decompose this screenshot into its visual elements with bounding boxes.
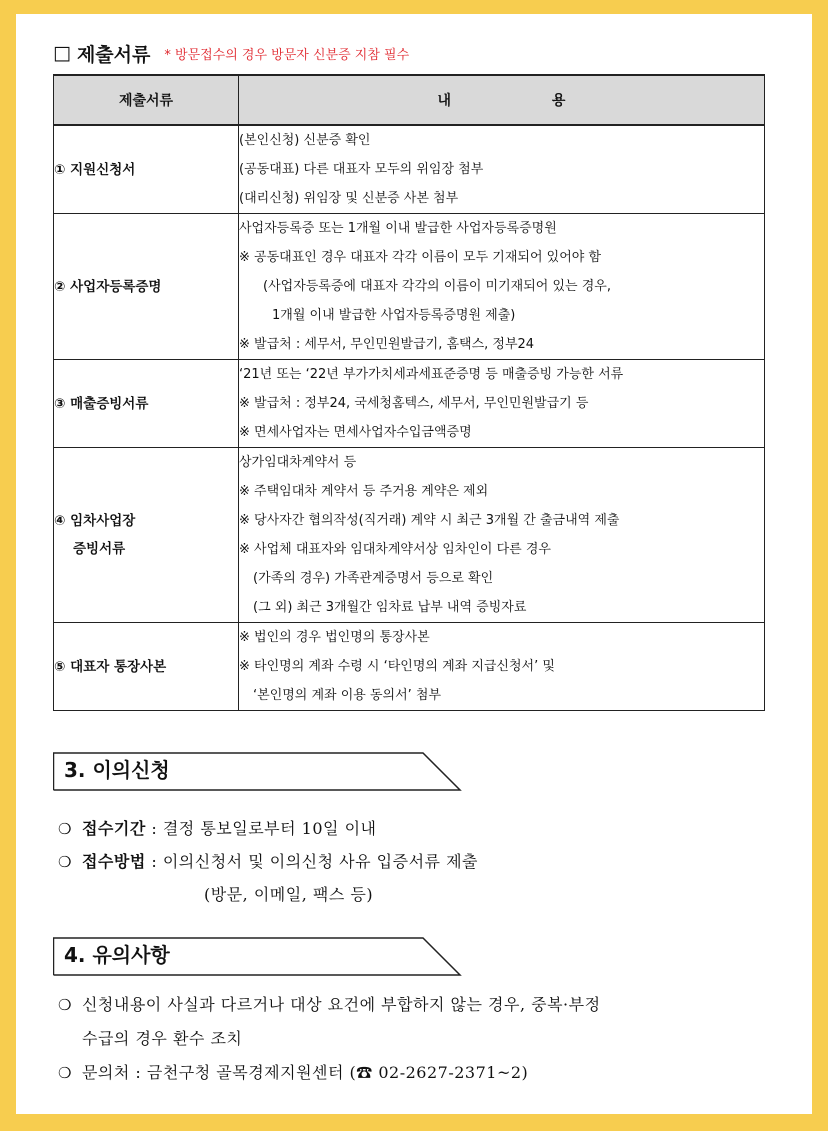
objection-method-text: : 이의신청서 및 이의신청 사유 입증서류 제출 [145, 852, 478, 871]
document-content-cell [239, 448, 765, 623]
document-name: ③ 매출증빙서류 [54, 395, 149, 412]
document-name-cell [54, 214, 239, 360]
content-line: ※ 법인의 경우 법인명의 통장사본 [239, 630, 430, 645]
column-header-content [239, 75, 765, 125]
objection-method-label: 접수방법 [81, 852, 146, 871]
content-line: ‘21년 또는 ‘22년 부가가치세과세표준증명 등 매출증빙 가능한 서류 [239, 367, 624, 382]
objection-period-label: 접수기간 [81, 819, 146, 838]
circle-bullet-icon: ❍ [58, 820, 72, 838]
circle-bullet-icon: ❍ [58, 853, 72, 871]
notice-item-1-text: 신청내용이 사실과 다르거나 대상 요건에 부합하지 않는 경우, 중복·부정 [81, 995, 601, 1014]
document-name: ④ 임차사업장 [54, 513, 136, 529]
content-line: (가족의 경우) 가족관계증명서 등으로 확인 [253, 571, 494, 586]
notice-item-2 [58, 1060, 528, 1083]
content-line: (본인신청) 신분증 확인 [239, 133, 371, 148]
document-content-cell [239, 623, 765, 711]
content-line: ‘본인명의 계좌 이용 동의서’ 첨부 [253, 688, 442, 703]
table-header-row [54, 75, 765, 125]
notice-item-1-continuation: 수급의 경우 환수 조치 [82, 1029, 243, 1048]
objection-period-text: : 결정 통보일로부터 10일 이내 [145, 819, 377, 838]
content-line: (그 외) 최근 3개월간 임차료 납부 내역 증빙자료 [253, 600, 527, 615]
required-note: * 방문접수의 경우 방문자 신분증 지참 필수 [164, 47, 410, 63]
objection-period-item [58, 816, 376, 839]
content-line: 상가임대차계약서 등 [239, 455, 357, 470]
objection-method-continuation: (방문, 이메일, 팩스 등) [204, 885, 374, 904]
document-content-cell [239, 125, 765, 214]
document-name: 증빙서류 [73, 541, 126, 557]
content-line: 1개월 이내 발급한 사업자등록증명원 제출) [272, 308, 516, 323]
document-name: ② 사업자등록증명 [54, 278, 162, 295]
column-header-documents: 제출서류 [54, 75, 239, 125]
document-name-cell [54, 448, 239, 623]
document-page [16, 14, 812, 1114]
document-name-cell [54, 360, 239, 448]
notice-item-1 [58, 992, 601, 1015]
table-row [54, 214, 765, 360]
content-line: ※ 사업체 대표자와 임대차계약서상 임차인이 다른 경우 [239, 542, 551, 557]
column-header-content-label: 내 용 [437, 93, 614, 109]
content-line: ※ 공동대표인 경우 대표자 각각 이름이 모두 기재되어 있어야 함 [239, 250, 602, 265]
content-line: (사업자등록증에 대표자 각각의 이름이 미기재되어 있는 경우, [263, 279, 611, 294]
objection-method-item [58, 849, 478, 872]
circle-bullet-icon: ❍ [58, 996, 72, 1014]
content-line: ※ 주택임대차 계약서 등 주거용 계약은 제외 [239, 484, 489, 499]
notice-item-2-text: 문의처 : 금천구청 골목경제지원센터 (☎ 02-2627-2371~2) [81, 1063, 529, 1082]
content-line: ※ 면세사업자는 면세사업자수입금액증명 [239, 425, 472, 440]
document-name-cell [54, 623, 239, 711]
content-line: ※ 타인명의 계좌 수령 시 ‘타인명의 계좌 지급신청서’ 및 [239, 659, 555, 674]
circle-bullet-icon: ❍ [58, 1064, 72, 1082]
section-title: 제출서류 [76, 43, 151, 66]
documents-table [53, 74, 765, 711]
content-line: (대리신청) 위임장 및 신분증 사본 첨부 [239, 191, 459, 206]
content-line: ※ 당사자간 협의작성(직거래) 계약 시 최근 3개월 간 출금내역 제출 [239, 513, 620, 528]
section-3-heading [53, 751, 453, 789]
document-name: ⑤ 대표자 통장사본 [54, 658, 167, 675]
table-row [54, 448, 765, 623]
document-content-cell [239, 360, 765, 448]
document-content-cell [239, 214, 765, 360]
document-name: ① 지원신청서 [54, 161, 136, 178]
table-row [54, 125, 765, 214]
section-3-title: 3. 이의신청 [64, 758, 170, 782]
table-row [54, 623, 765, 711]
content-line: ※ 발급처 : 정부24, 국세청홈텍스, 세무서, 무인민원발급기 등 [239, 396, 589, 411]
document-name-cell [54, 125, 239, 214]
table-body [54, 125, 765, 711]
table-row [54, 360, 765, 448]
section-4-title: 4. 유의사항 [64, 943, 170, 967]
section-header [53, 38, 409, 68]
content-line: ※ 발급처 : 세무서, 무인민원발급기, 홈택스, 정부24 [239, 337, 535, 352]
content-line: 사업자등록증 또는 1개월 이내 발급한 사업자등록증명원 [239, 221, 557, 236]
content-line: (공동대표) 다른 대표자 모두의 위임장 첨부 [239, 162, 484, 177]
section-4-heading [53, 936, 453, 974]
checkbox-square-icon: □ [53, 42, 71, 64]
